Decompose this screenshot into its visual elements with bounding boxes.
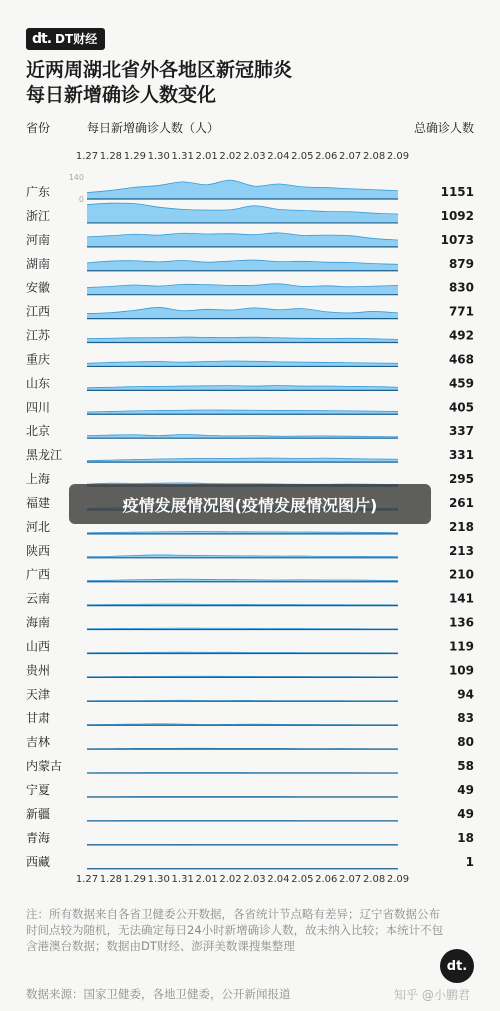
x-tick-bottom-11: 2.07 — [339, 874, 362, 885]
total-value-25: 49 — [457, 783, 474, 797]
x-tick-bottom-4: 1.31 — [171, 874, 194, 885]
overlay-banner: 疫情发展情况图(疫情发展情况图片) — [69, 484, 431, 524]
header-province: 省份 — [26, 121, 51, 135]
data-source: 数据来源：国家卫健委，各地卫健委，公开新闻报道 — [26, 987, 291, 1001]
province-label-17: 云南 — [26, 591, 51, 606]
province-label-4: 安徽 — [26, 280, 51, 295]
x-tick-bottom-12: 2.08 — [362, 874, 386, 885]
x-tick-top-6: 2.02 — [219, 151, 242, 162]
province-label-5: 江西 — [26, 304, 51, 319]
page-title — [26, 58, 292, 108]
total-value-4: 830 — [448, 280, 474, 295]
x-tick-top-8: 2.04 — [267, 151, 290, 162]
x-tick-bottom-1: 1.28 — [99, 874, 123, 885]
province-label-21: 天津 — [26, 687, 51, 702]
total-value-24: 58 — [457, 759, 474, 774]
province-label-24: 内蒙古 — [26, 759, 63, 774]
x-tick-top-1: 1.28 — [99, 151, 123, 162]
total-value-7: 468 — [448, 352, 474, 367]
total-value-21: 94 — [457, 687, 474, 702]
province-label-3: 湖南 — [26, 256, 51, 271]
province-label-14: 河北 — [26, 519, 51, 534]
total-value-3: 879 — [448, 256, 474, 271]
province-label-0: 广东 — [26, 185, 51, 199]
total-value-23: 80 — [457, 735, 474, 750]
x-tick-top-12: 2.08 — [362, 151, 386, 162]
x-tick-bottom-5: 2.01 — [195, 874, 218, 885]
total-value-16: 210 — [448, 567, 474, 582]
total-value-6: 492 — [448, 328, 474, 343]
brand-logo — [26, 28, 105, 50]
province-label-23: 吉林 — [26, 735, 51, 750]
x-tick-top-2: 1.29 — [123, 151, 146, 162]
total-value-17: 141 — [448, 591, 474, 606]
total-value-11: 331 — [448, 448, 474, 463]
total-value-28: 1 — [465, 854, 474, 869]
total-value-15: 213 — [448, 543, 474, 558]
province-label-27: 青海 — [26, 830, 51, 845]
x-tick-bottom-10: 2.06 — [315, 874, 338, 885]
province-label-1: 浙江 — [26, 208, 51, 223]
province-label-7: 重庆 — [26, 352, 51, 367]
total-value-13: 261 — [448, 495, 474, 510]
province-label-16: 广西 — [26, 567, 51, 582]
watermark: 知乎 @小鹏君 — [394, 988, 470, 1002]
ridge-line-20 — [87, 676, 398, 677]
province-label-19: 山西 — [26, 639, 51, 654]
total-value-5: 771 — [448, 304, 474, 319]
province-label-6: 江苏 — [26, 328, 51, 343]
brand-badge-icon: dt. — [440, 949, 474, 983]
total-value-22: 83 — [457, 711, 474, 726]
province-label-26: 新疆 — [26, 806, 51, 821]
total-value-19: 119 — [448, 639, 474, 654]
total-value-27: 18 — [457, 830, 474, 845]
total-value-8: 459 — [448, 376, 474, 391]
x-tick-top-3: 1.30 — [147, 151, 170, 162]
total-value-26: 49 — [457, 806, 474, 821]
ridge-line-19 — [87, 652, 398, 653]
title-line-1: 近两周湖北省外各地区新冠肺炎 — [26, 59, 293, 81]
x-tick-bottom-0: 1.27 — [75, 874, 99, 885]
province-label-9: 四川 — [26, 400, 51, 415]
province-label-2: 河南 — [26, 232, 51, 247]
logo-mark: dt. — [32, 31, 52, 47]
total-value-12: 295 — [448, 472, 474, 487]
province-label-20: 贵州 — [26, 663, 51, 678]
x-tick-top-13: 2.09 — [386, 151, 410, 162]
ridge-area-3 — [87, 260, 398, 271]
province-label-13: 福建 — [26, 495, 51, 510]
y-tick-max: 140 — [68, 173, 84, 182]
x-tick-bottom-2: 1.29 — [123, 874, 146, 885]
province-label-22: 甘肃 — [26, 711, 51, 726]
province-label-11: 黑龙江 — [26, 448, 63, 463]
province-label-25: 宁夏 — [26, 783, 51, 797]
province-label-10: 北京 — [26, 424, 51, 439]
total-value-20: 109 — [448, 663, 474, 678]
x-tick-top-7: 2.03 — [243, 151, 266, 162]
footnote: 注：所有数据来自各省卫健委公开数据，各省统计节点略有差异；辽宁省数据公布时间点较为随机，无法确定每日24小时新增确诊人数，故未纳入比较；本统计不包含港澳台数据；数据由DT财经、澎湃美数课搜集整理 — [26, 907, 444, 953]
x-tick-top-0: 1.27 — [75, 151, 99, 162]
x-tick-bottom-13: 2.09 — [386, 874, 410, 885]
x-tick-top-5: 2.01 — [195, 151, 218, 162]
total-value-0: 1151 — [440, 185, 474, 199]
y-tick-min: 0 — [78, 195, 84, 204]
x-tick-bottom-8: 2.04 — [267, 874, 290, 885]
province-label-18: 海南 — [26, 615, 51, 630]
x-tick-top-9: 2.05 — [291, 151, 314, 162]
x-tick-bottom-3: 1.30 — [147, 874, 170, 885]
x-tick-bottom-7: 2.03 — [243, 874, 266, 885]
x-tick-top-10: 2.06 — [315, 151, 338, 162]
total-value-14: 218 — [448, 519, 474, 534]
province-label-28: 西藏 — [26, 854, 51, 869]
total-value-1: 1092 — [440, 208, 474, 223]
x-tick-top-4: 1.31 — [171, 151, 194, 162]
ridge-area-1 — [87, 203, 398, 223]
x-tick-bottom-6: 2.02 — [219, 874, 242, 885]
logo-text: DT财经 — [55, 32, 98, 46]
total-value-9: 405 — [448, 400, 474, 415]
total-value-18: 136 — [448, 615, 474, 630]
header-total: 总确诊人数 — [413, 121, 474, 135]
total-value-2: 1073 — [440, 232, 474, 247]
province-label-12: 上海 — [26, 472, 51, 487]
header-daily: 每日新增确诊人数（人） — [87, 121, 220, 135]
total-value-10: 337 — [448, 424, 474, 439]
province-label-15: 陕西 — [26, 543, 51, 558]
title-line-2: 每日新增确诊人数变化 — [26, 84, 217, 106]
province-label-8: 山东 — [26, 376, 51, 391]
ridge-area-2 — [87, 233, 398, 247]
x-tick-top-11: 2.07 — [339, 151, 362, 162]
x-tick-bottom-9: 2.05 — [291, 874, 314, 885]
